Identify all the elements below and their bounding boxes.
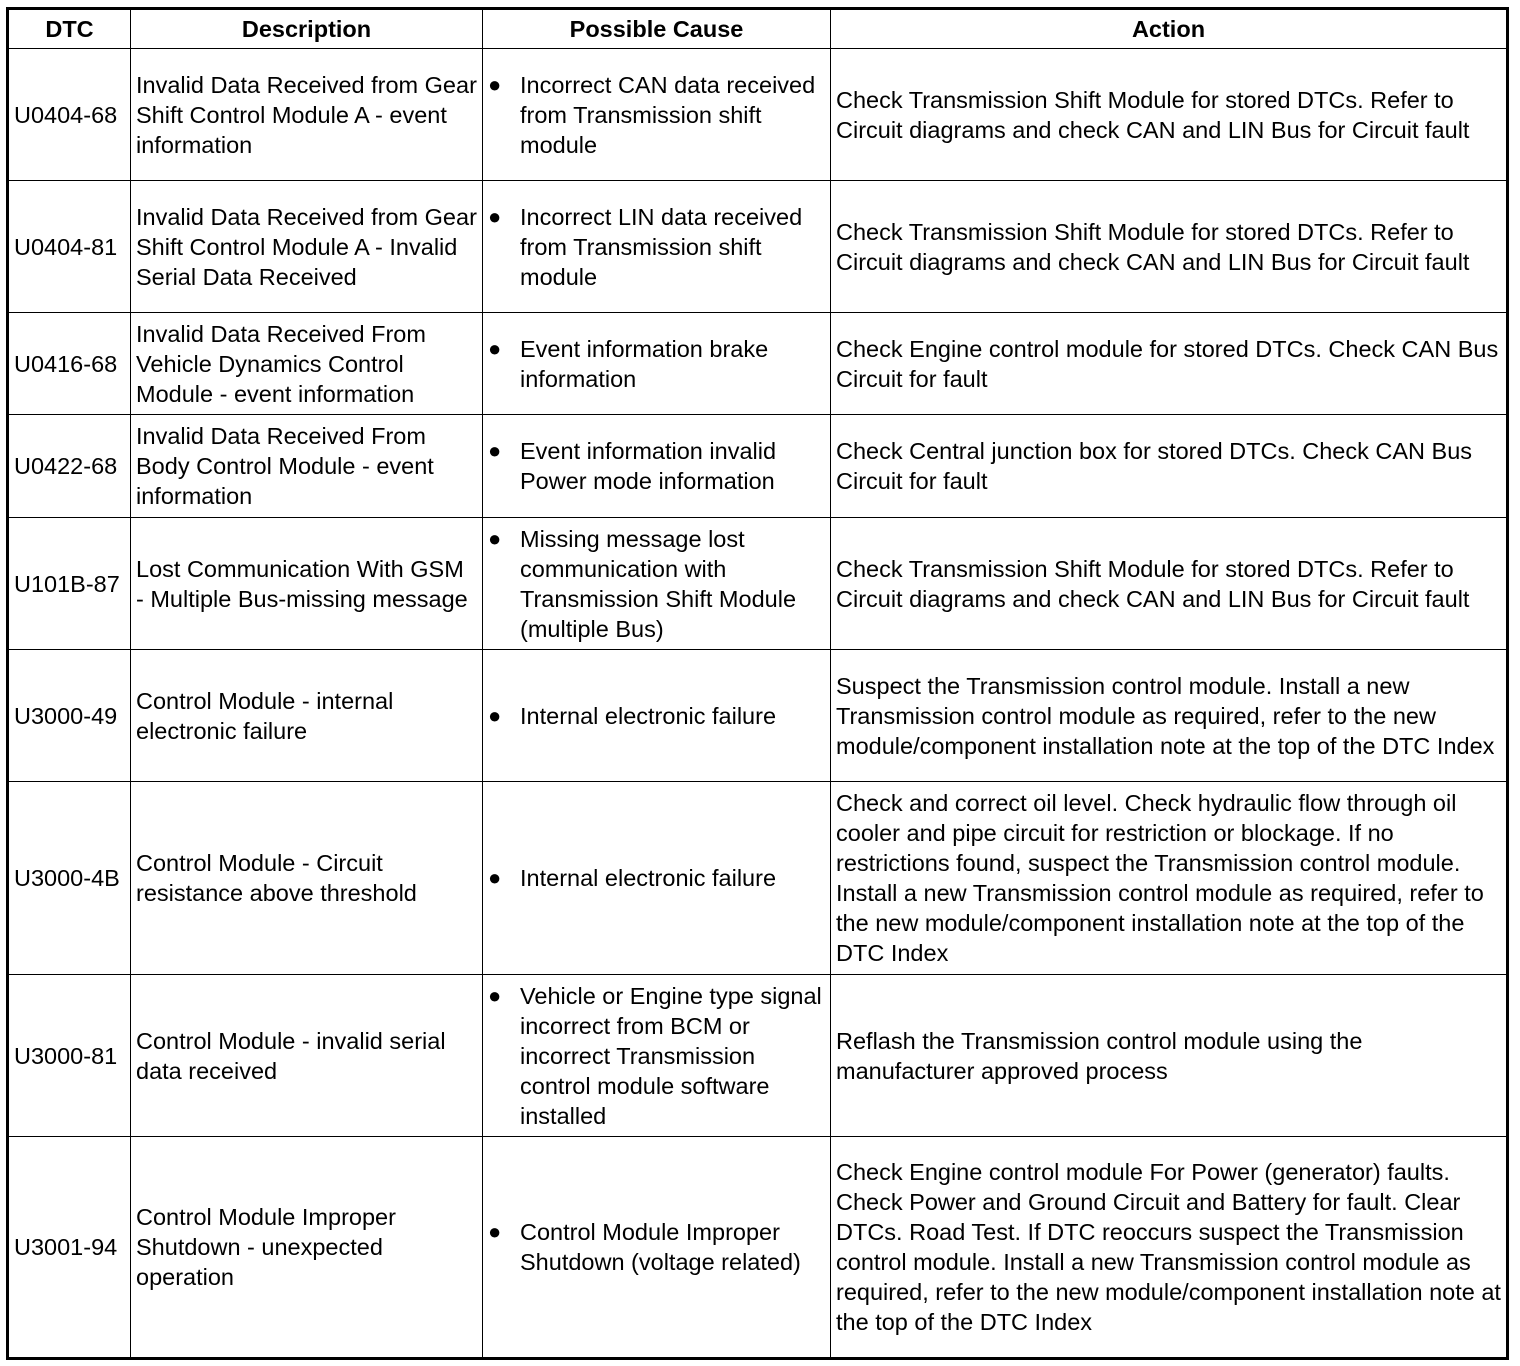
bullet-icon: ● (488, 702, 502, 728)
possible-cause-cell (483, 49, 831, 181)
possible-cause-cell (483, 313, 831, 415)
header-dtc: DTC (8, 9, 131, 49)
action-cell: Suspect the Transmission control module. Install a new Transmission control module as required, refer to the new module/component installation note at the top of the DTC Index (831, 650, 1508, 782)
action-cell: Check and correct oil level. Check hydraulic flow through oil cooler and pipe circuit for restriction or blockage. If no restrictions found, suspect the Transmission control module. Install a new Transmission control module as required, refer to the new module/component installation note at the top of the DTC Index (831, 782, 1508, 975)
possible-cause-cell (483, 975, 831, 1137)
header-action: Action (831, 9, 1508, 49)
action-cell: Check Transmission Shift Module for stored DTCs. Refer to Circuit diagrams and check CAN and LIN Bus for Circuit fault (831, 49, 1508, 181)
possible-cause-text: Incorrect LIN data received from Transmission shift module (520, 203, 803, 290)
possible-cause-cell (483, 1137, 831, 1359)
description-cell: Control Module - invalid serial data received (131, 975, 483, 1137)
bullet-icon: ● (488, 865, 502, 890)
table-row (8, 49, 1508, 181)
possible-cause-cell (483, 415, 831, 518)
table-row (8, 1137, 1508, 1359)
action-cell: Check Engine control module for stored DTCs. Check CAN Bus Circuit for fault (831, 313, 1508, 415)
possible-cause-cell (483, 782, 831, 975)
action-cell: Check Transmission Shift Module for stored DTCs. Refer to Circuit diagrams and check CAN and LIN Bus for Circuit fault (831, 181, 1508, 313)
table-row (8, 313, 1508, 415)
possible-cause-text: Internal electronic failure (520, 865, 777, 891)
header-possible-cause: Possible Cause (483, 9, 831, 49)
bullet-icon: ● (488, 203, 502, 229)
bullet-icon: ● (488, 525, 502, 551)
bullet-icon: ● (488, 71, 502, 97)
bullet-icon: ● (488, 982, 502, 1008)
table-header-row (8, 9, 1508, 49)
table-row (8, 518, 1508, 650)
table-row (8, 181, 1508, 313)
possible-cause-text: Event information brake information (520, 335, 769, 392)
table-row (8, 975, 1508, 1137)
dtc-code: U0422-68 (8, 415, 131, 518)
description-cell: Invalid Data Received From Body Control Module - event information (131, 415, 483, 518)
action-cell: Check Central junction box for stored DTCs. Check CAN Bus Circuit for fault (831, 415, 1508, 518)
dtc-table (6, 7, 1509, 1360)
description-cell: Control Module - Circuit resistance above threshold (131, 782, 483, 975)
description-cell: Invalid Data Received From Vehicle Dynamics Control Module - event information (131, 313, 483, 415)
bullet-icon: ● (488, 335, 502, 361)
possible-cause-text: Event information invalid Power mode information (520, 438, 777, 494)
table-row (8, 415, 1508, 518)
possible-cause-cell (483, 650, 831, 782)
dtc-code: U0416-68 (8, 313, 131, 415)
dtc-code: U0404-81 (8, 181, 131, 313)
description-cell: Lost Communication With GSM - Multiple Bus-missing message (131, 518, 483, 650)
possible-cause-text: Internal electronic failure (520, 702, 777, 729)
description-cell: Invalid Data Received from Gear Shift Control Module A - event information (131, 49, 483, 181)
possible-cause-cell (483, 518, 831, 650)
table-row (8, 782, 1508, 975)
dtc-code: U101B-87 (8, 518, 131, 650)
action-cell: Check Engine control module For Power (generator) faults. Check Power and Ground Circuit and Battery for fault. Clear DTCs. Road Test. If DTC reoccurs suspect the Transmission control module. Install a new Transmission control module as required, refer to the new module/component installation note at the top of the DTC Index (831, 1137, 1508, 1359)
possible-cause-text: Incorrect CAN data received from Transmission shift module (520, 71, 816, 158)
bullet-icon: ● (488, 438, 502, 463)
table-row (8, 650, 1508, 782)
dtc-code: U3000-81 (8, 975, 131, 1137)
dtc-code: U3000-4B (8, 782, 131, 975)
possible-cause-text: Missing message lost communication with Transmission Shift Module (multiple Bus) (520, 525, 797, 642)
description-cell: Control Module - internal electronic failure (131, 650, 483, 782)
bullet-icon: ● (488, 1219, 502, 1244)
header-description: Description (131, 9, 483, 49)
possible-cause-text: Control Module Improper Shutdown (voltage related) (520, 1219, 801, 1275)
dtc-code: U3001-94 (8, 1137, 131, 1359)
possible-cause-cell (483, 181, 831, 313)
possible-cause-text: Vehicle or Engine type signal incorrect from BCM or incorrect Transmission control module software installed (520, 982, 822, 1129)
action-cell: Reflash the Transmission control module using the manufacturer approved process (831, 975, 1508, 1137)
description-cell: Invalid Data Received from Gear Shift Control Module A - Invalid Serial Data Received (131, 181, 483, 313)
dtc-code: U3000-49 (8, 650, 131, 782)
dtc-code: U0404-68 (8, 49, 131, 181)
description-cell: Control Module Improper Shutdown - unexpected operation (131, 1137, 483, 1359)
action-cell: Check Transmission Shift Module for stored DTCs. Refer to Circuit diagrams and check CAN and LIN Bus for Circuit fault (831, 518, 1508, 650)
